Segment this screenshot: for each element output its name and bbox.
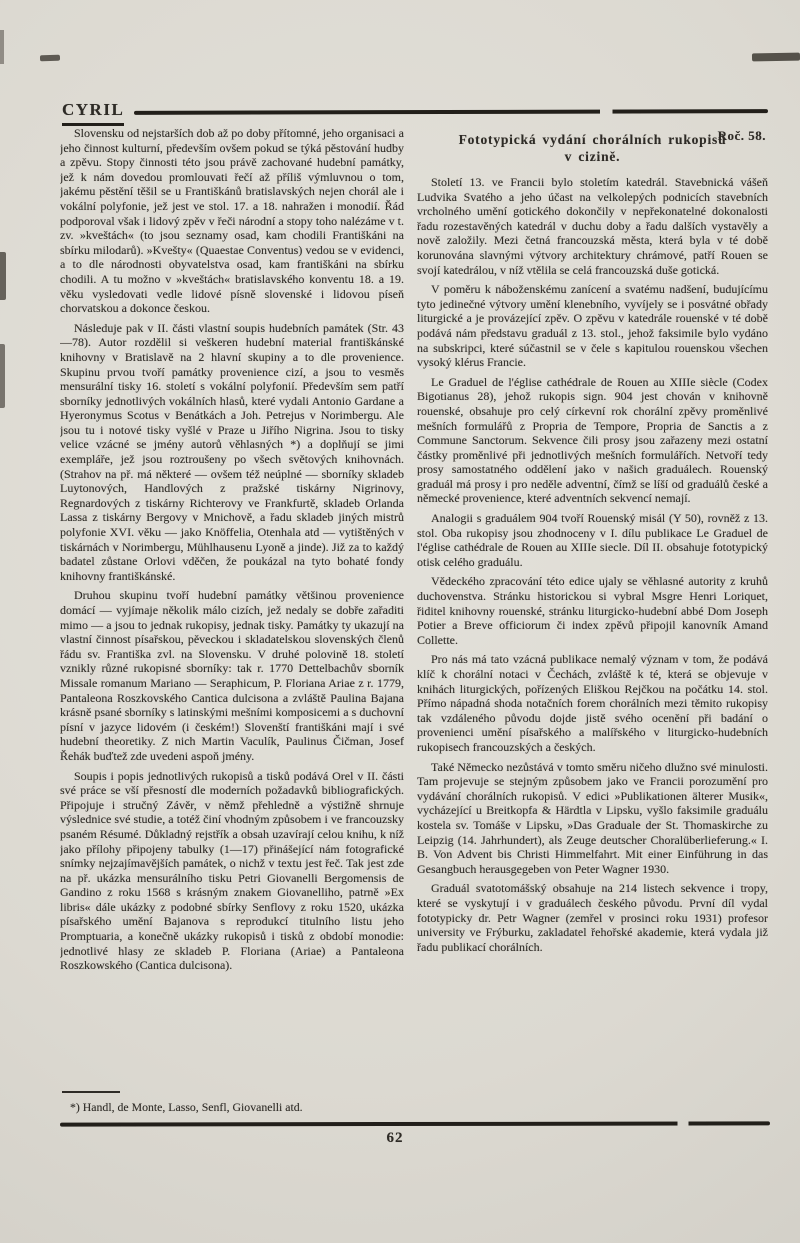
article-heading-line-2: v cizině. xyxy=(564,149,621,164)
body-paragraph: Graduál svatotomášský obsahuje na 214 listech sekvence i tropy, které se vyskytují i v graduálech českého původu. První díl vydal fototypicky dr. Petr Wagner (zemřel v prosinci roku 1931) profesor university ve Frýburku, zakladatel řehořské akademie, která vydala již řadu publikací chorálních. xyxy=(417,881,768,954)
body-paragraph: Vědeckého zpracování této edice ujaly se věhlasné autority z kruhů duchovenstva. Stránku historickou si vybral Msgre Henri Loriquet, řiditel knihovny rouenské, stránku liturgicko-hudební abbé Dom Joseph Potier a Breve officiorum či index zpěvů připojil kanovník Amand Collette. xyxy=(417,574,768,647)
article-heading-line-1: Fototypická vydání chorálních rukopisů xyxy=(458,132,727,147)
issue-number: Roč. 58. xyxy=(717,128,766,143)
right-column xyxy=(417,126,768,1116)
page-number: 62 xyxy=(386,1130,404,1146)
body-paragraph: Analogii s graduálem 904 tvoří Rouenský misál (Y 50), rovněž z 13. stol. Oba rukopisy jsou zhodnoceny v I. dílu publikace Le Graduel de l'église cathédrale de Rouen au XIIIe siecle. Díl II. obsahuje fototypický otisk celého graduálu. xyxy=(417,511,768,569)
scan-artifact xyxy=(40,55,60,62)
left-column xyxy=(60,126,404,1116)
footnote-text: *) Handl, de Monte, Lasso, Senfl, Giovanelli atd. xyxy=(70,1100,303,1114)
body-paragraph: Soupis i popis jednotlivých rukopisů a tisků podává Orel v II. části své práce se vší přesností dle moderních požadavků bibliografických. Připojuje i stručný Závěr, v němž přehledně a výstižně shrnuje výslednice své studie, a totéž činí vhodným způsobem i ve francouzsky psaném Résumé. Důkladný rejstřík a obsah uzavírají celou knihu, k níž jako přílohy připojeny tabulky (1—17) přinášející nám fotografické snímky nejzajímavějších památek, o nichž v textu jest řeč. Tak jest zde na př. ukázka mensurálního tisku Petri Giovanelli Bergomensis de Gandino z roku 1568 s krásným znakem Giovanelliho, patrně »Ex libris« dále ukázky z podobné sbírky Senflovy z roku 1520, ukázka písařského umění Bajanova s reprodukcí titulního listu jeho Promptuaria, a konečně ukázky rukopisů i tisků z období monodie: jednotlivé hlasy ze skladeb P. Floriana (Ariae) a Pantaleona Roszkowského (Cantica dulcisona). xyxy=(60,768,404,973)
footnote-rule xyxy=(62,1091,120,1093)
footer-rule xyxy=(60,1121,770,1126)
body-paragraph: Druhou skupinu tvoří hudební památky většinou provenience domácí — vyjímaje několik málo cizích, jež nedaly se dobře zařaditi mimo — a jsou to jednak rukopisy, jednak tisky. Památky ty ukazují na vlastní činnost písařskou, pěveckou i skladatelskou slovenských členů řádu sv. Františka zvl. na Slovensku. V druhé polovině 18. století vznikly různé rukopisné sborníky: tak r. 1770 Dettelbachův sborník Missale romanum Mariano — Seraphicum, P. Floriana Ariae z r. 1779, Pantaleona Roszkovského Cantica dulcisona a zvláště Paulina Bajana krásně psané sborníky s latinskými mešními komposicemi a s duchovní písní v jazyce lidovém (i českém!) Slovenští františkáni mají i své hudební theoretiky. Z nich Martin Vaculík, Paulinus Čičman, Josef Řehák buďtež zde uvedeni aspoň jmény. xyxy=(60,588,404,763)
body-paragraph: Následuje pak v II. části vlastní soupis hudebních památek (Str. 43—78). Autor rozdělil si veškeren hudební material františkánské knihovny v Bratislavě na 2 hlavní skupiny a to dle provenience. Skupinu prvou tvoří památky provenience cizí, a jsou to vesměs mensurální tisky 16. století s vokální polyfonií. Především sem patří sborníky jednotlivých vokálních hlasů, které vydali Antonio Gardane a Hyeronymus Scotus v Benátkách a Joh. Petrejus v Norimbergu. Ale jsou tu i notové tisky vyšlé v Praze u Jiřího Nigrina. Jsou to tisky velice vzácné se jmény autorů věhlasných *) a doplňují se jimi exempláře, jež jsou roztroušeny po všech světových knihovnách. (Strahov na př. má některé — ovšem též neúplné — sborníky skladeb Luytonových, Handlových z pražské tiskárny Nigrinovy, Regnardových z tiskárny Richterovy ve Frankfurtě, skladeb Orlanda Lassa z tiskárny Bergovy v Mnichově, a řadu skladeb jiných mistrů polyfonie XVI. věku — jako Knöffelia, Otenhala atd — vytištěných v tiskárnách v Norimbergu, Mühlhausenu Lyoně a jinde). Již za to každý badatel zůstane Orlovi vděčen, že poukázal na tyto bohaté fondy knihovny františkánské. xyxy=(60,320,404,583)
scan-artifact xyxy=(0,252,6,300)
body-paragraph: Také Německo nezůstává v tomto směru ničeho dlužno své minulosti. Tam projevuje se stejným způsobem jako ve Francii porozumění pro vydávání chorálních rukopisů. V edici »Publikationen älterer Musik«, vycházející u Breitkopfa & Härdtla v Lipsku, vyšlo faksimile graduálu kostela sv. Tomáše v Lipsku, »Das Graduale der St. Thomaskirche zu Leipzig (14. Jahrhundert), als Zeuge deutscher Choralüberlieferung.« I. B. Von Advent bis Christi Himmelfahrt. Mit einer Einführung in das Gesangbuch herausgegeben von Peter Wagner 1930. xyxy=(417,759,768,876)
journal-title: CYRIL xyxy=(62,100,124,126)
scan-artifact xyxy=(0,30,4,64)
footnote-area xyxy=(60,1091,404,1114)
body-paragraph: Století 13. ve Francii bylo stoletím katedrál. Stavebnická vášeň Ludvika Svatého a jeho účast na velkolepých podnicích stavebních vrcholného umění gotického dokončily v nepřekonatelné dokonalosti řadu rozestavěných katedrál v duchu doby a řadu dalších vystavěly a nově založily. Mezi četná francouzská města, která byla v té době korunována slavnými výtvory architektury chrámové, patří Rouen se svojí katedrálou, v níž vtělila se celá francouzská duše gotická. xyxy=(417,175,768,277)
scan-artifact xyxy=(752,53,800,62)
scan-artifact xyxy=(0,344,5,408)
body-paragraph: Le Graduel de l'église cathédrale de Rouen au XIIIe siècle (Codex Bigotianus 28), jehož rukopis sign. 904 jest chován v knihovně rouenské, obsahuje pro celý církevní rok chorální zpěvy proměnlivé mešních formulářů z Propria de Tempore, Propria de Sanctis a z Commune Sanctorum. Sekvence čili prosy jsou zařazeny mezi ostatní částky proměnlivé při jednotlivých mešních formulářích. Netvoří tedy prosy samostatného oddělení jako v našich graduálech. Rouenský graduál má prosy i pro neděle adventní, čímž se líší od graduálů české a německé provenience, které adventních sekvencí nemají. xyxy=(417,374,768,506)
body-paragraph: Slovensku od nejstarších dob až po doby přítomné, jeho organisaci a jeho činnost kulturní, především ovšem pokud se týká pěstování hudby a zpěvu. Stopy činnosti této jsou právě zachované hudební památky, jež k nám dovedou promlouvati řečí až příliš výmluvnou o tom, jakému pěstění těšil se u Františkánů bratislavských nejen chorál ale i vokální polyfonie, jež jest ve stol. 17. a 18. nahražen i monodií. Řád podporoval však i lidový zpěv v řeči národní a stopy toho nalézáme v t. zv. »kveštách« (to jsou seznamy osad, kam chodili Františkáni na sbírku milodarů). »Kvešty« (Quaestae Conventus) vedou se v evidenci, a to dle národnosti obyvatelstva osad, kam františkáni na sbírku chodili. A tu možno v »kveštách« bratislavského konventu 18. a 19. věku vysledovati vedle lidové písně slovenské i lidovou píseň chorvatskou a dokonce českou. xyxy=(60,126,404,316)
body-paragraph: Pro nás má tato vzácná publikace nemalý význam v tom, že podává klíč k chorální notaci v Čechách, zvláště k té, která se objevuje v knihách liturgických, pořízených Eliškou Rejčkou na počátku 14. stol. Přímo nápadná shoda notačních forem chorálních mezi těmito rukopisy tak vzdáleného původu dojde jistě svého ocenění při badání o provenienci umění písařského a malířského v liturgicko-hudebních rukopisech francouzských a českých. xyxy=(417,652,768,754)
body-paragraph: V poměru k náboženskému zanícení a svatému nadšení, budujícímu tyto jedinečné výtvory umění klenebního, vyvíjely se i posvátné obřady liturgické a je provázející zpěv. O zpěvu v katedrále rouenské v té době podává nám představu graduál z 13. stol., jehož faksimile bylo vydáno na subskripci, které súčastnil se v čele s kapitulou rouenskou všechen vysoký klérus Francie. xyxy=(417,282,768,370)
masthead-rule xyxy=(134,109,768,115)
article-heading xyxy=(417,131,768,165)
text-columns xyxy=(60,126,768,1116)
